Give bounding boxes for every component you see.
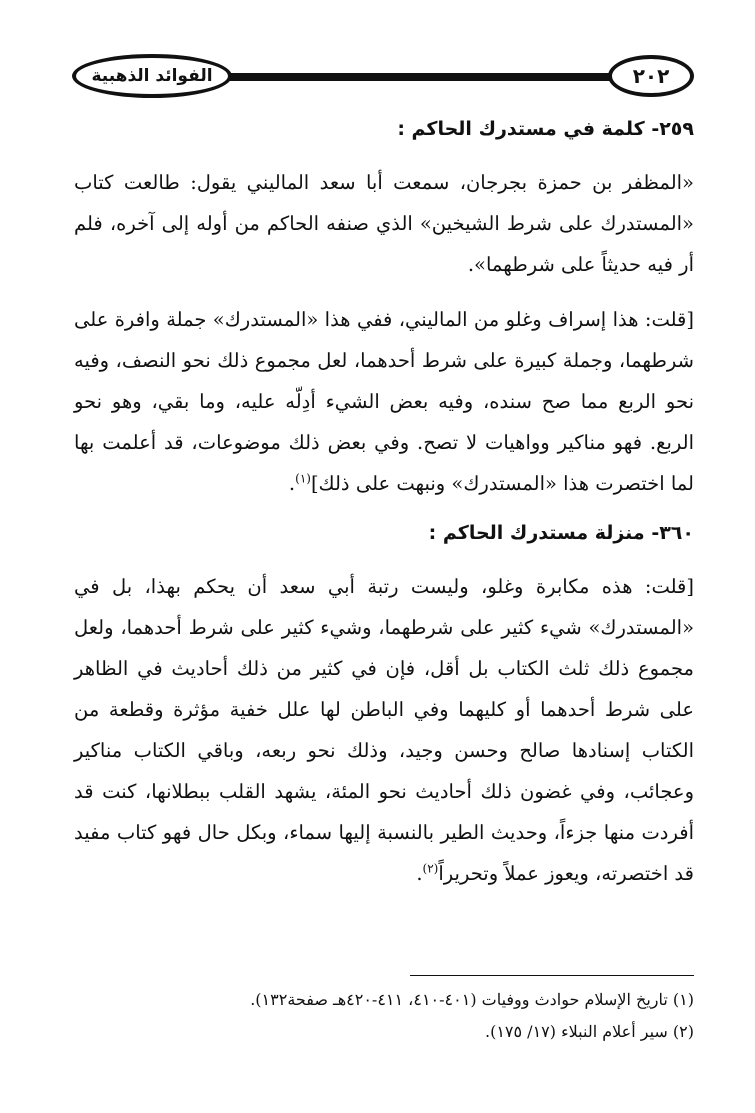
- page-number: ٢٠٢: [632, 64, 670, 88]
- footnote-ref-1[interactable]: (١): [295, 471, 311, 486]
- footnote-1: (١) تاريخ الإسلام حوادث ووفيات (٤٠١-٤١٠، ٤١١-٤٢٠هـ صفحة١٣٢).: [250, 990, 694, 1009]
- page-header: [72, 52, 694, 102]
- section-heading-259: ٢٥٩- كلمة في مستدرك الحاكم :: [397, 118, 694, 140]
- footnote-ref-2[interactable]: (٢): [422, 861, 439, 876]
- section-heading-360: ٣٦٠- منزلة مستدرك الحاكم :: [428, 522, 694, 544]
- footnote-2: (٢) سير أعلام النبلاء (١٧/ ١٧٥).: [484, 1022, 694, 1041]
- paragraph-comment: [قلت: هذا إسراف وغلو من الماليني، ففي هذا «المستدرك» جملة وافرة على شرطهما، وجملة كبيرة على شرط أحدهما، لعل مجموع ذلك نحو النصف، وفيه نحو الربع مما صح سنده، وفيه بعض الشيء أدِلّه عليه، وما بقي، وهو نحو الربع. فهو مناكير وواهيات لا تصح. وفي بعض ذلك موضوعات، قد أعلمت بها لما اختصرت هذا «المستدرك» ونبهت على ذلك]$^{(١)}$.: [74, 308, 694, 495]
- footnotes: [74, 984, 694, 1048]
- paragraph-rebuttal: [قلت: هذه مكابرة وغلو، وليست رتبة أبي سعد أن يحكم بهذا، بل في «المستدرك» شيء كثير على شرطهما، وشيء كثير على شرط أحدهما، ولعل مجموع ذلك ثلث الكتاب بل أقل، فإن في كثير من ذلك أحاديث في الظاهر على شرط أحدهما أو كليهما وفي الباطن لها علل خفية مؤثرة وقطعة من الكتاب إسنادها صالح وحسن وجيد، وذلك نحو ربعه، وباقي الكتاب مناكير وعجائب، وفي غضون ذلك أحاديث نحو المئة، يشهد القلب ببطلانها، كنت قد أفردت منها جزءاً، وحديث الطير بالنسبة إليها سماء، وبكل حال فهو كتاب مفيد قد اختصرته، ويعوز عملاً وتحريراً$^{(٢)}$.: [74, 575, 694, 885]
- paragraph-quote: «المظفر بن حمزة بجرجان، سمعت أبا سعد الماليني يقول: طالعت كتاب «المستدرك على شرط الشيخين» الذي صنفه الحاكم من أوله إلى آخره، فلم أر فيه حديثاً على شرطهما».: [74, 171, 694, 276]
- book-title-badge: [72, 54, 232, 98]
- page-number-badge: [608, 55, 694, 97]
- header-rule: [220, 73, 622, 81]
- book-title: الفوائد الذهبية: [91, 66, 213, 86]
- footnote-separator: [410, 975, 694, 976]
- page-body: [74, 104, 694, 908]
